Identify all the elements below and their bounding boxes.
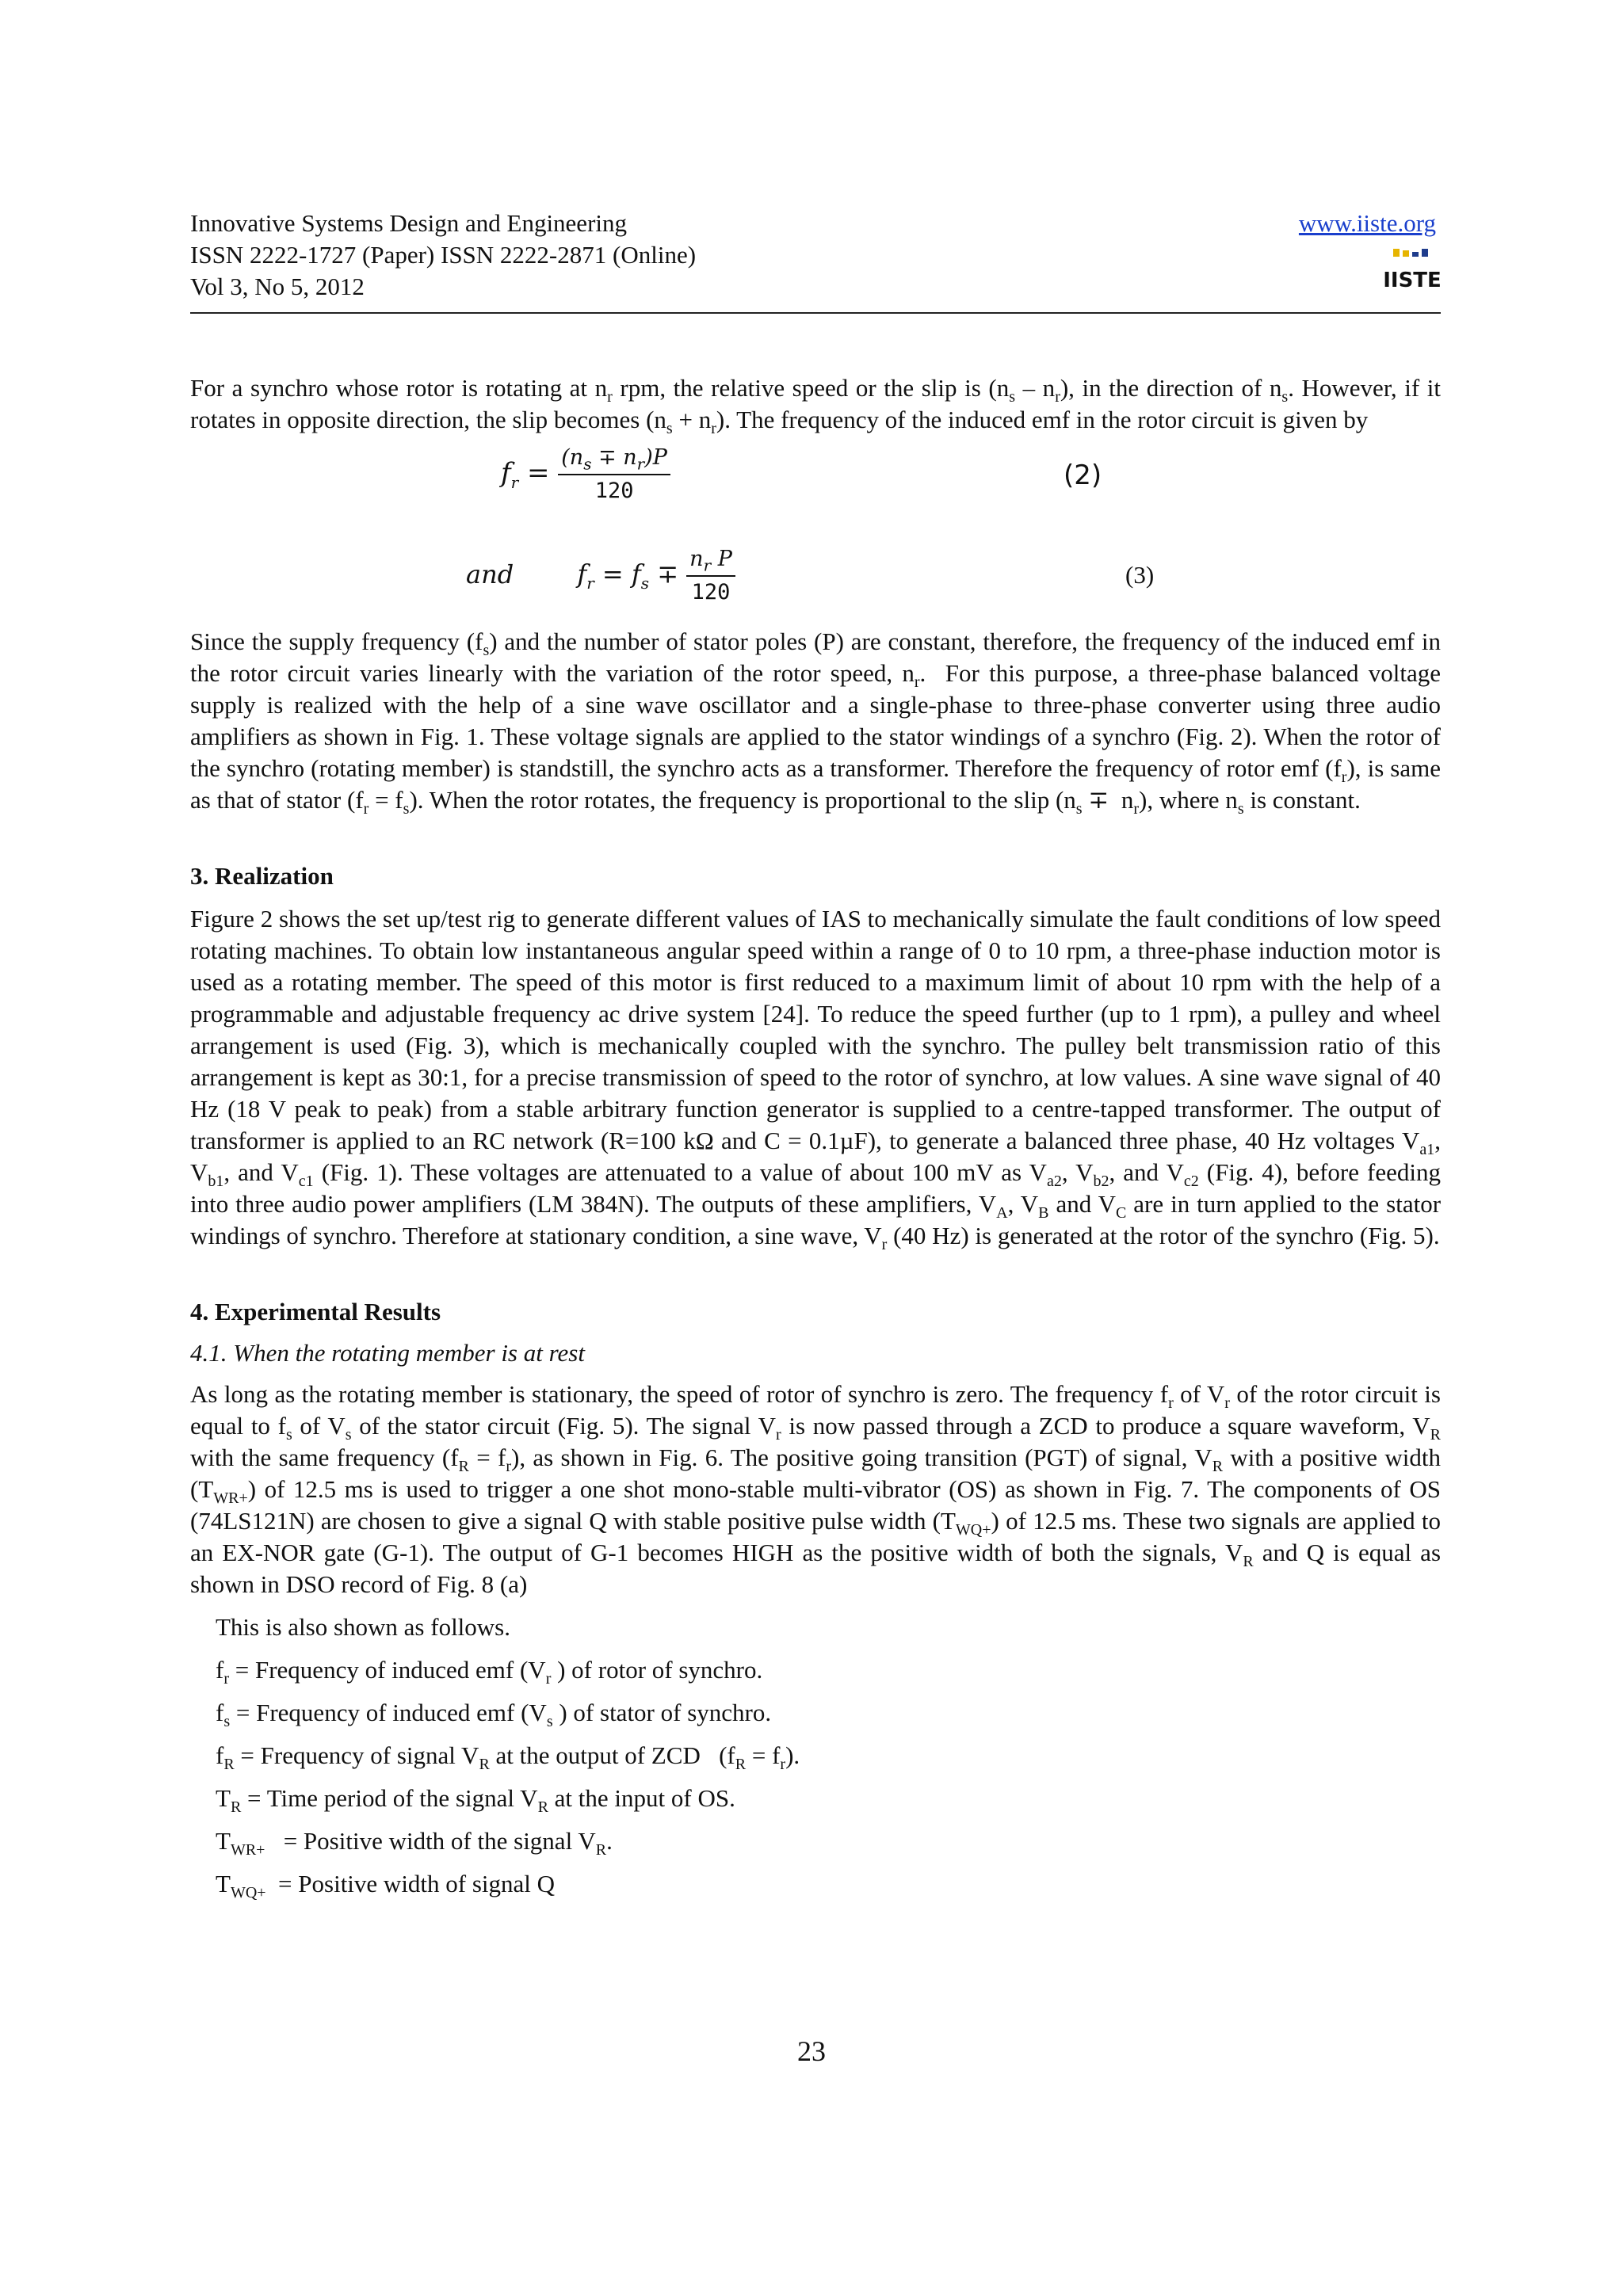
journal-url-link[interactable]: www.iiste.org bbox=[1298, 209, 1436, 237]
paragraph-slip: For a synchro whose rotor is rotating at $n_r$ rpm, the relative speed or the slip is $(n_s - n_r)$, in the direction of $n_s$. However, if it rotates in opposite direction, the slip becomes $(n_s + n_r)$. The frequency of the induced emf in the rotor circuit is given by bbox=[190, 374, 1441, 438]
definition-fr: $f_r$ = Frequency of induced emf ($V_r$ ) of rotor of synchro. bbox=[216, 1656, 763, 1688]
definition-TWQ: $T_{WQ+}$ = Positive width of signal Q bbox=[216, 1870, 556, 1902]
equation-3-number: (3) bbox=[1125, 561, 1155, 589]
equation-2: $f_r$ = $\frac{(n_s \mp n_r)P}{120}$ (2) bbox=[190, 436, 1441, 543]
section-3-heading: 3. Realization bbox=[190, 862, 334, 890]
paragraph-supply: Since the supply frequency $(f_s)$ and the number of stator poles (P) are constant, therefore, the frequency of the induced emf in the rotor circuit varies linearly with the variation of the rotor speed, $n_r$. For this purpose, a three-phase balanced voltage supply is realized with the help of a sine wave oscillator and a single-phase to three-phase converter using three audio amplifiers as shown in Fig. 1. These voltage signals are applied to the stator windings of a synchro (Fig. 2). When the rotor of the synchro (rotating member) is standstill, the synchro acts as a transformer. Therefore the frequency of rotor emf $(f_r)$, is same as that of stator $(f_r = f_s)$. When the rotor rotates, the frequency is proportional to the slip $(n_s \mp n_r)$, where $n_s$ is constant. bbox=[190, 627, 1442, 818]
equation-3-and: and bbox=[466, 559, 514, 589]
equation-3: and $f_r = f_s$ ∓ $\frac{n_r P}{120}$ (3) bbox=[190, 543, 1441, 626]
svg-text:IISTE: IISTE bbox=[1383, 269, 1442, 292]
subsection-4-1-heading: 4.1. When the rotating member is at rest bbox=[190, 1339, 585, 1367]
journal-issn: ISSN 2222-1727 (Paper) ISSN 2222-2871 (Online) bbox=[190, 241, 697, 269]
definition-TWR: $T_{WR+}$ = Positive width of the signal $V_R$. bbox=[216, 1827, 613, 1859]
journal-title: Innovative Systems Design and Engineering bbox=[190, 209, 628, 237]
paragraph-at-rest: As long as the rotating member is stationary, the speed of rotor of synchro is zero. The frequency $f_r$ of $V_r$ of the rotor circuit is equal to $f_s$ of $V_s$ of the stator circuit (Fig. 5). The signal $V_r$ is now passed through a ZCD to produce a square waveform, $V_R$ with the same frequency $(f_R = f_r)$, as shown in Fig. 6. The positive going transition (PGT) of signal, $V_R$ with a positive width $(T_{WR+})$ of 12.5 ms is used to trigger a one shot mono-stable multi-vibrator (OS) as shown in Fig. 7. The components of OS (74LS121N) are chosen to give a signal Q with stable positive pulse width $(T_{WQ+})$ of 12.5 ms. These two signals are applied to an EX-NOR gate (G-1). The output of G-1 becomes HIGH as the positive width of both the signals, $V_R$ and Q is equal as shown in DSO record of Fig. 8 (a) bbox=[190, 1380, 1442, 1598]
equation-2-number: (2) bbox=[1064, 460, 1102, 491]
iiste-logo bbox=[1383, 247, 1442, 296]
journal-header bbox=[190, 208, 1441, 303]
page-number: 23 bbox=[797, 2035, 826, 2067]
paragraph-realization: Figure 2 shows the set up/test rig to generate different values of IAS to mechanically simulate the fault conditions of low speed rotating machines. To obtain low instantaneous angular speed within a range of 0 to 10 rpm, a three-phase induction motor is used as a rotating member. The speed of this motor is first reduced to a maximum limit of about 10 rpm with the help of a programmable and adjustable frequency ac drive system [24]. To reduce the speed further (up to 1 rpm), a pulley and wheel arrangement is used (Fig. 3), which is mechanically coupled with the synchro. The pulley belt transmission ratio of this arrangement is kept as 30:1, for a precise transmission of speed to the rotor of synchro, at low values. A sine wave signal of 40 Hz (18 V peak to peak) from a stable arbitrary function generator is supplied to a centre-tapped transformer. The output of transformer is applied to an RC network (R=100 kΩ and C = 0.1µF), to generate a balanced three phase, 40 Hz voltages $V_{a1}$, $V_{b1}$, and $V_{c1}$ (Fig. 1). These voltages are attenuated to a value of about 100 mV as $V_{a2}$, $V_{b2}$, and $V_{c2}$ (Fig. 4), before feeding into three audio power amplifiers (LM 384N). The outputs of these amplifiers, $V_A$, $V_B$ and $V_C$ are in turn applied to the stator windings of synchro. Therefore at stationary condition, a sine wave, $V_r$ (40 Hz) is generated at the rotor of the synchro (Fig. 5). bbox=[190, 905, 1442, 1254]
definition-fR: $f_R$ = Frequency of signal $V_R$ at the output of ZCD $(f_R = f_r)$. bbox=[216, 1741, 800, 1774]
definitions-list bbox=[190, 1611, 1441, 1900]
definitions-intro: This is also shown as follows. bbox=[216, 1613, 510, 1641]
main-body bbox=[190, 372, 1441, 1911]
journal-volume: Vol 3, No 5, 2012 bbox=[190, 273, 365, 300]
definition-fs: $f_s$ = Frequency of induced emf ($V_s$ ) of stator of synchro. bbox=[216, 1699, 772, 1731]
definition-TR: $T_R$ = Time period of the signal $V_R$ at the input of OS. bbox=[216, 1784, 735, 1817]
header-rule bbox=[190, 312, 1441, 314]
section-4-heading: 4. Experimental Results bbox=[190, 1298, 441, 1325]
